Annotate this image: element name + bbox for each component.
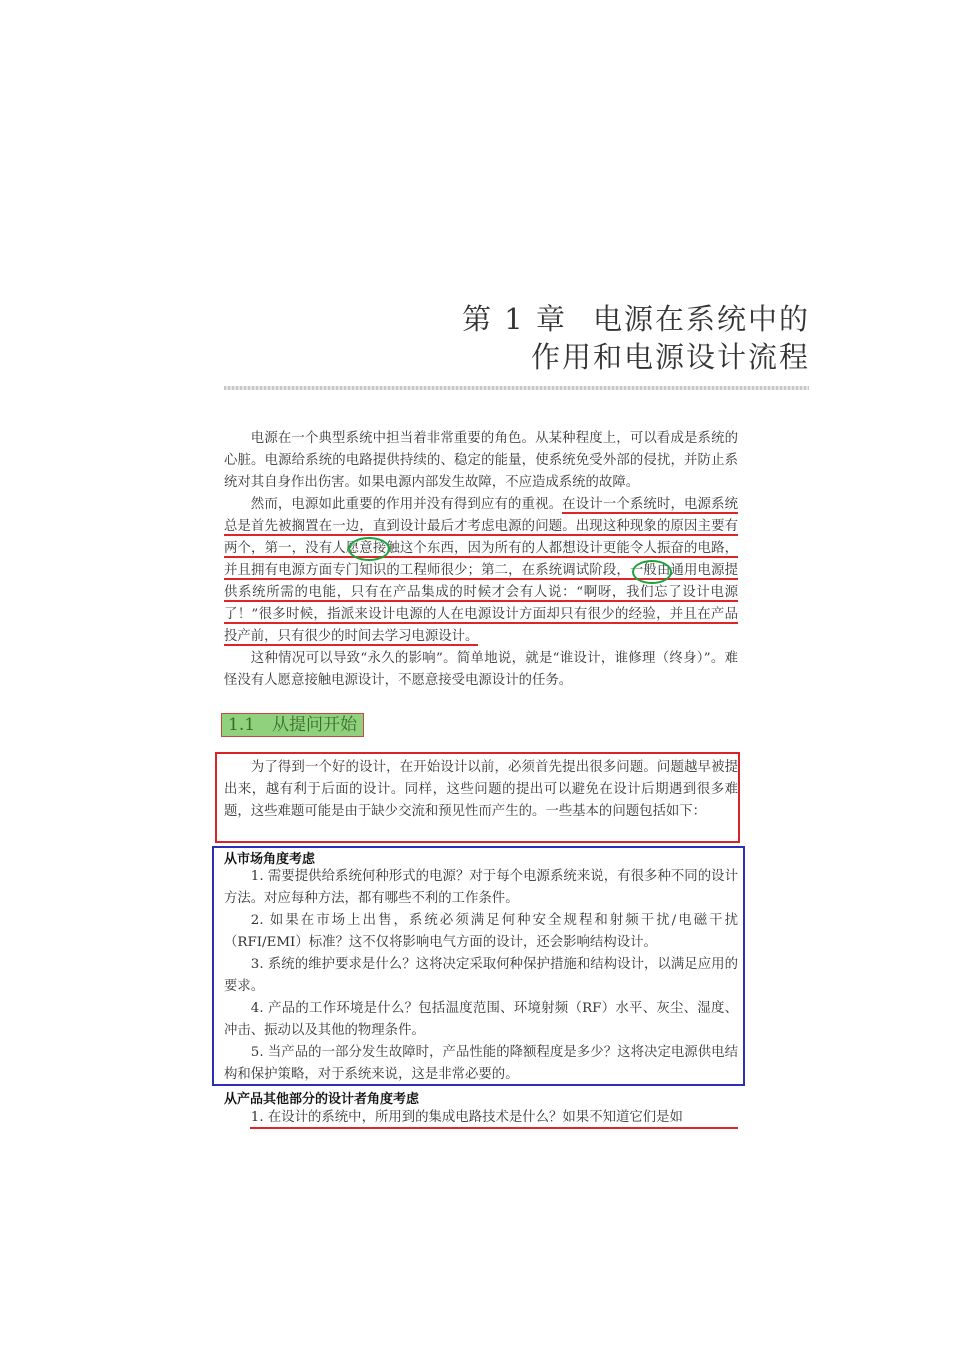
annotation-circle-first xyxy=(348,537,390,561)
market-list xyxy=(224,866,738,1086)
market-item-4: 4. 产品的工作环境是什么？包括温度范围、环境射频（RF）水平、灰尘、湿度、冲击、振动以及其他的物理条件。 xyxy=(224,1001,738,1038)
chapter-title-line1 xyxy=(462,300,810,338)
market-item-2: 2. 如果在市场上出售，系统必须满足何种安全规程和射频干扰/电磁干扰（RFI/EMI）标准？这不仅将影响电气方面的设计，还会影响结构设计。 xyxy=(224,913,738,950)
designer-item-1-underline xyxy=(250,1127,738,1129)
market-item-3: 3. 系统的维护要求是什么？这将决定采取何种保护措施和结构设计，以满足应用的要求。 xyxy=(224,957,738,994)
intro-paragraph-2-lead: 然而，电源如此重要的作用并没有得到应有的重视。 xyxy=(250,497,563,512)
market-heading: 从市场角度考虑 xyxy=(224,852,316,867)
section-heading: 1.1 从提问开始 xyxy=(221,713,364,737)
section-intro-paragraph: 为了得到一个好的设计，在开始设计以前，必须首先提出很多问题。问题越早被提出来，越有利于后面的设计。同样，这些问题的提出可以避免在设计后期遇到很多难题，这些难题可能是由于缺少交流和预见性而产生的。一些基本的问题包括如下： xyxy=(224,760,738,819)
designer-item-1-container xyxy=(224,1107,738,1129)
designer-item-1: 1. 在设计的系统中，所用到的集成电路技术是什么？如果不知道它们是如 xyxy=(250,1110,683,1125)
market-item-5: 5. 当产品的一部分发生故障时，产品性能的降额程度是多少？这将决定电源供电结构和保护策略，对于系统来说，这是非常必要的。 xyxy=(224,1045,738,1082)
annotation-circle-second xyxy=(632,560,672,584)
market-item-1: 1. 需要提供给系统何种形式的电源？对于每个电源系统来说，有很多种不同的设计方法。对应每种方法，都有哪些不利的工作条件。 xyxy=(224,869,738,906)
intro-paragraph-2-underlined: 在设计一个系统时，电源系统总是首先被搁置在一边，直到设计最后才考虑电源的问题。出现这种现象的原因主要有两个，第一，没有人愿意接触这个东西，因为所有的人都想设计更能令人振奋的电路，并且拥有电源方面专门知识的工程师很少；第二，在系统调试阶段，一般由通用电源提供系统所需的电能，只有在产品集成的时候才会有人说：“啊呀，我们忘了设计电源了！”很多时候，指派来设计电源的人在电源设计方面却只有很少的经验，并且在产品投产前，只有很少的时间去学习电源设计。 xyxy=(224,497,739,644)
chapter-title-text1: 电源在系统中的 xyxy=(592,302,810,336)
chapter-title-line2: 作用和电源设计流程 xyxy=(530,340,810,374)
intro-text xyxy=(224,428,738,692)
chapter-number: 第 1 章 xyxy=(462,302,567,336)
intro-paragraph-1: 电源在一个典型系统中担当着非常重要的角色。从某种程度上，可以看成是系统的心脏。电源给系统的电路提供持续的、稳定的能量，使系统免受外部的侵扰，并防止系统对其自身作出伤害。如果电源内部发生故障，不应造成系统的故障。 xyxy=(224,431,738,490)
title-rule xyxy=(224,386,809,390)
section-intro-text xyxy=(224,757,738,823)
intro-paragraph-3: 这种情况可以导致“永久的影响”。简单地说，就是“谁设计，谁修理（终身）”。难怪没有人愿意接触电源设计，不愿意接受电源设计的任务。 xyxy=(224,651,738,688)
designer-heading: 从产品其他部分的设计者角度考虑 xyxy=(224,1092,420,1107)
chapter-title xyxy=(462,300,810,376)
